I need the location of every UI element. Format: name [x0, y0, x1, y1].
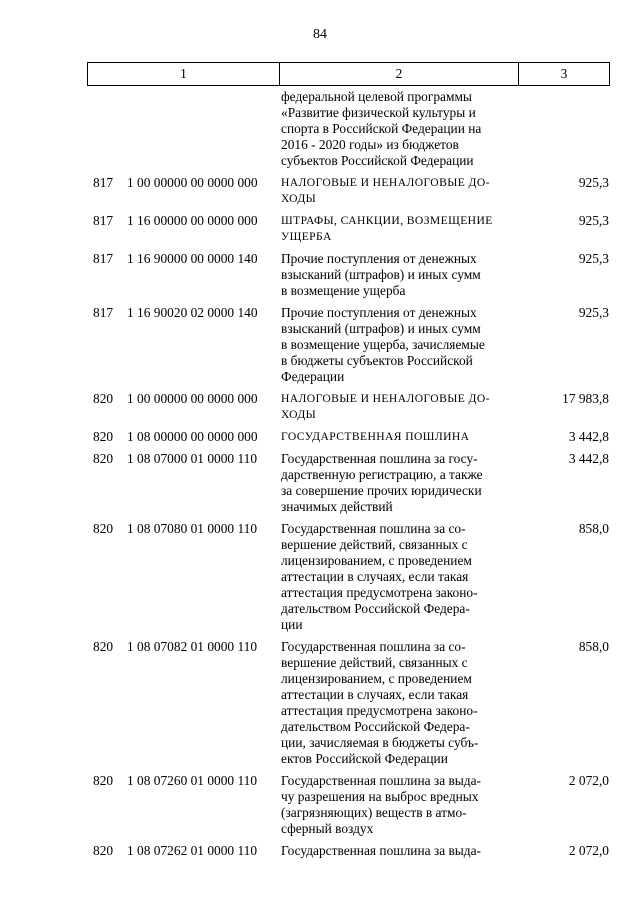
income-name: [281, 451, 517, 515]
table-header: [87, 62, 610, 86]
continuation-line: спорта в Российской Федерации на: [281, 121, 482, 136]
administrator-code: 820: [93, 639, 114, 654]
budget-classification-code: 1 00 00000 00 0000 000: [127, 391, 258, 406]
table-row: [87, 773, 609, 837]
income-name-line: УЩЕРБА: [281, 230, 332, 243]
income-name-line: ектов Российской Федерации: [281, 751, 448, 766]
administrator-code: 817: [93, 251, 114, 266]
income-name-line: Прочие поступления от денежных: [281, 251, 477, 266]
budget-classification-code: 1 16 90000 00 0000 140: [127, 251, 258, 266]
administrator-code: 817: [93, 213, 114, 228]
income-name-line: в возмещение ущерба, зачисляемые: [281, 337, 485, 352]
table-row: [87, 639, 609, 767]
amount: 17 983,8: [562, 391, 609, 406]
income-name: [281, 305, 517, 385]
income-name-line: аттестация предусмотрена законо-: [281, 585, 478, 600]
income-name-line: Государственная пошлина за выда-: [281, 843, 482, 858]
income-name-line: Государственная пошлина за выда-: [281, 773, 482, 788]
column-header-2: 2: [280, 63, 519, 86]
administrator-code: 817: [93, 305, 114, 320]
amount: 925,3: [578, 251, 609, 266]
income-name: [281, 213, 517, 245]
table-row: [87, 213, 609, 245]
income-name-line: за совершение прочих юридически: [281, 483, 482, 498]
income-name-line: значимых действий: [281, 499, 393, 514]
income-name-line: дательством Российской Федера-: [281, 601, 470, 616]
income-name-line: ШТРАФЫ, САНКЦИИ, ВОЗМЕЩЕНИЕ: [281, 214, 493, 227]
administrator-code: 820: [93, 843, 114, 858]
income-name: [281, 429, 517, 445]
income-name-line: лицензированием, с проведением: [281, 671, 472, 686]
budget-classification-code: 1 16 00000 00 0000 000: [127, 213, 258, 228]
table-row: [87, 251, 609, 299]
amount: 925,3: [578, 175, 609, 190]
continuation-text: [281, 89, 517, 169]
income-name-line: в возмещение ущерба: [281, 283, 406, 298]
income-name-line: ХОДЫ: [281, 408, 317, 421]
income-name-line: дарственную регистрацию, а также: [281, 467, 483, 482]
income-name: [281, 773, 517, 837]
income-name: [281, 391, 517, 423]
income-name-line: аттестации в случаях, если такая: [281, 569, 469, 584]
table-row: [87, 843, 609, 859]
income-name-line: вершение действий, связанных с: [281, 537, 468, 552]
continuation-line: 2016 - 2020 годы» из бюджетов: [281, 137, 459, 152]
income-name-line: Федерации: [281, 369, 345, 384]
income-name-line: ГОСУДАРСТВЕННАЯ ПОШЛИНА: [281, 430, 470, 443]
table-row: [87, 175, 609, 207]
amount: 858,0: [578, 639, 609, 654]
income-name-line: (загрязняющих) веществ в атмо-: [281, 805, 467, 820]
table-row: [87, 305, 609, 385]
income-name: [281, 175, 517, 207]
administrator-code: 817: [93, 175, 114, 190]
budget-classification-code: 1 16 90020 02 0000 140: [127, 305, 258, 320]
income-name-line: аттестация предусмотрена законо-: [281, 703, 478, 718]
administrator-code: 820: [93, 391, 114, 406]
amount: 925,3: [578, 305, 609, 320]
page-number: 84: [313, 27, 327, 42]
administrator-code: 820: [93, 521, 114, 536]
administrator-code: 820: [93, 451, 114, 466]
income-name-line: НАЛОГОВЫЕ И НЕНАЛОГОВЫЕ ДО-: [281, 392, 490, 405]
budget-classification-code: 1 08 07000 01 0000 110: [127, 451, 258, 466]
budget-classification-code: 1 08 07260 01 0000 110: [127, 773, 258, 788]
income-name-line: Государственная пошлина за со-: [281, 639, 466, 654]
income-name-line: Прочие поступления от денежных: [281, 305, 477, 320]
income-name-line: чу разрешения на выброс вредных: [281, 789, 479, 804]
income-name-line: НАЛОГОВЫЕ И НЕНАЛОГОВЫЕ ДО-: [281, 176, 490, 189]
column-header-3: 3: [519, 63, 610, 86]
continuation-row: [87, 89, 609, 169]
amount: 925,3: [578, 213, 609, 228]
income-name-line: в бюджеты субъектов Российской: [281, 353, 473, 368]
income-name-line: взысканий (штрафов) и иных сумм: [281, 267, 481, 282]
income-name-line: взысканий (штрафов) и иных сумм: [281, 321, 481, 336]
continuation-line: субъектов Российской Федерации: [281, 153, 474, 168]
amount: 2 072,0: [568, 843, 609, 858]
continuation-line: «Развитие физической культуры и: [281, 105, 476, 120]
income-name: [281, 251, 517, 299]
budget-classification-code: 1 08 00000 00 0000 000: [127, 429, 258, 444]
amount: 3 442,8: [568, 429, 609, 444]
table-row: [87, 451, 609, 515]
continuation-line: федеральной целевой программы: [281, 89, 472, 104]
budget-classification-code: 1 08 07082 01 0000 110: [127, 639, 258, 654]
income-name-line: вершение действий, связанных с: [281, 655, 468, 670]
administrator-code: 820: [93, 773, 114, 788]
income-name-line: сферный воздух: [281, 821, 374, 836]
column-header-1: 1: [88, 63, 280, 86]
table-row: [87, 391, 609, 423]
income-name: [281, 521, 517, 633]
income-name: [281, 843, 517, 859]
table-body: [87, 89, 609, 865]
administrator-code: 820: [93, 429, 114, 444]
amount: 2 072,0: [568, 773, 609, 788]
income-name-line: дательством Российской Федера-: [281, 719, 470, 734]
income-name-line: ции: [281, 617, 303, 632]
amount: 3 442,8: [568, 451, 609, 466]
income-name: [281, 639, 517, 767]
income-name-line: Государственная пошлина за со-: [281, 521, 466, 536]
table-row: [87, 429, 609, 445]
income-name-line: ХОДЫ: [281, 192, 317, 205]
amount: 858,0: [578, 521, 609, 536]
income-name-line: ции, зачисляемая в бюджеты субъ-: [281, 735, 479, 750]
income-name-line: аттестации в случаях, если такая: [281, 687, 469, 702]
budget-classification-code: 1 08 07080 01 0000 110: [127, 521, 258, 536]
income-name-line: Государственная пошлина за госу-: [281, 451, 478, 466]
income-name-line: лицензированием, с проведением: [281, 553, 472, 568]
budget-classification-code: 1 08 07262 01 0000 110: [127, 843, 258, 858]
budget-classification-code: 1 00 00000 00 0000 000: [127, 175, 258, 190]
table-row: [87, 521, 609, 633]
